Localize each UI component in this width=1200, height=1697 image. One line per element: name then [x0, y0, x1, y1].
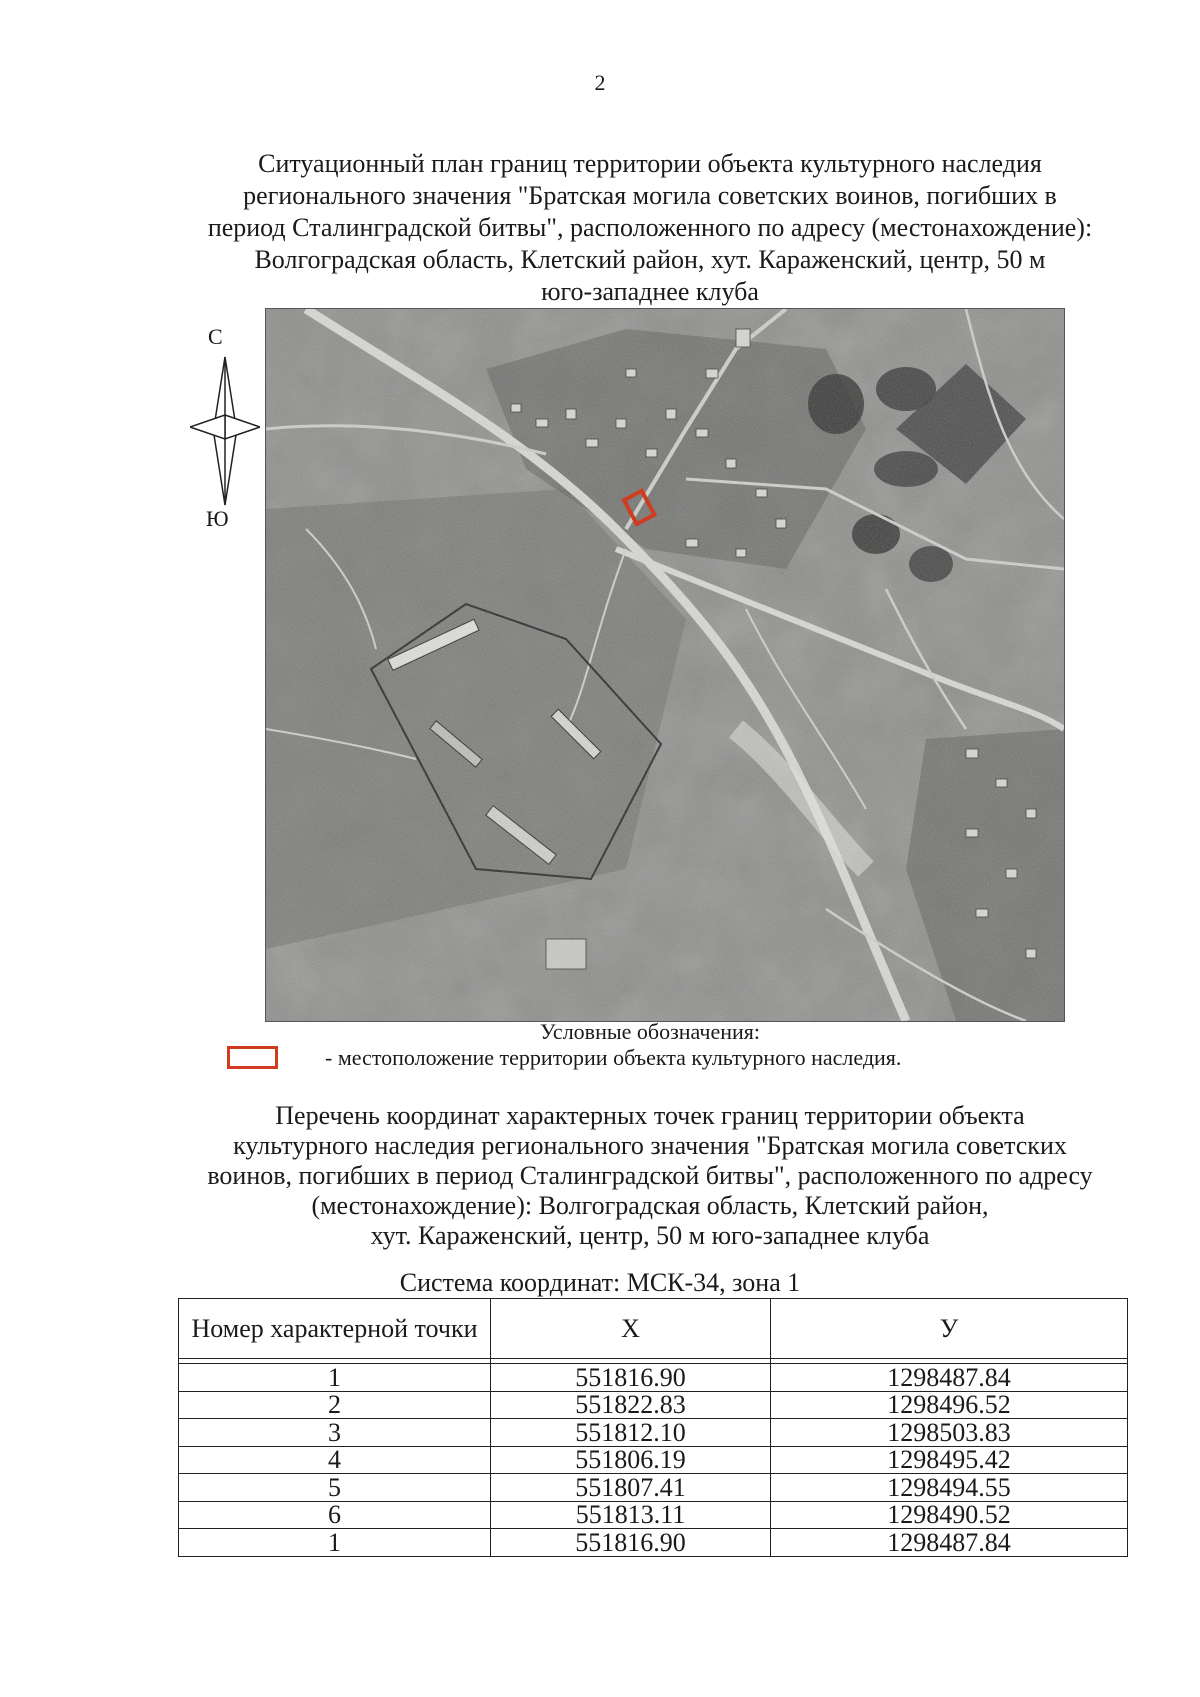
list-title-line: культурного наследия регионального значения "Братская могила советских: [233, 1131, 1067, 1160]
point-x: 551807.41: [491, 1474, 771, 1502]
point-number: 5: [179, 1474, 491, 1502]
compass-icon: [190, 325, 260, 535]
point-x: 551813.11: [491, 1501, 771, 1529]
point-x: 551822.83: [491, 1391, 771, 1419]
plan-title-line: период Сталинградской битвы", расположенного по адресу (местонахождение):: [207, 213, 1093, 242]
plan-title-line: Волгоградская область, Клетский район, хут. Караженский, центр, 50 м: [254, 245, 1046, 274]
table-row: [179, 1474, 1128, 1502]
compass-north-label: С: [208, 324, 223, 349]
point-y: 1298487.84: [771, 1529, 1128, 1557]
point-number: 2: [179, 1391, 491, 1419]
satellite-map: [265, 308, 1065, 1022]
plan-title-line: юго-западнее клуба: [541, 277, 759, 306]
table-row: [179, 1364, 1128, 1392]
list-title-line: хут. Караженский, центр, 50 м юго-западнее клуба: [370, 1221, 930, 1250]
point-x: 551812.10: [491, 1419, 771, 1447]
point-y: 1298495.42: [771, 1446, 1128, 1474]
point-x: 551816.90: [491, 1364, 771, 1392]
point-x: 551816.90: [491, 1529, 771, 1557]
table-header-row: [179, 1299, 1128, 1359]
list-title-line: воинов, погибших в период Сталинградской битвы", расположенного по адресу: [207, 1161, 1093, 1190]
point-number: 6: [179, 1501, 491, 1529]
list-title-line: (местонахождение): Волгоградская область, Клетский район,: [311, 1191, 989, 1220]
table-row: [179, 1501, 1128, 1529]
header-x: X: [491, 1299, 771, 1359]
coordinates-table: [178, 1298, 1128, 1557]
plan-title: [150, 148, 1150, 308]
table-row: [179, 1529, 1128, 1557]
point-y: 1298490.52: [771, 1501, 1128, 1529]
coordinate-system: Система координат: МСК-34, зона 1: [399, 1268, 801, 1297]
point-number: 1: [179, 1529, 491, 1557]
plan-title-line: Ситуационный план границ территории объекта культурного наследия: [258, 149, 1042, 178]
point-y: 1298503.83: [771, 1419, 1128, 1447]
legend-swatch: [227, 1046, 278, 1069]
legend-title: Условные обозначения:: [540, 1019, 761, 1044]
point-y: 1298496.52: [771, 1391, 1128, 1419]
header-point-number: Номер характерной точки: [179, 1299, 491, 1359]
list-title-line: Перечень координат характерных точек границ территории объекта: [275, 1101, 1025, 1130]
table-row: [179, 1446, 1128, 1474]
point-number: 1: [179, 1364, 491, 1392]
plan-title-line: регионального значения "Братская могила советских воинов, погибших в: [243, 181, 1057, 210]
point-y: 1298494.55: [771, 1474, 1128, 1502]
point-x: 551806.19: [491, 1446, 771, 1474]
page-number: 2: [594, 70, 606, 95]
table-row: [179, 1391, 1128, 1419]
compass-south-label: Ю: [206, 506, 229, 531]
header-y: У: [771, 1299, 1128, 1359]
point-number: 3: [179, 1419, 491, 1447]
coordinates-list-title: [150, 1101, 1150, 1251]
point-y: 1298487.84: [771, 1364, 1128, 1392]
table-row: [179, 1419, 1128, 1447]
point-number: 4: [179, 1446, 491, 1474]
legend-item: - местоположение территории объекта культурного наследия.: [325, 1045, 902, 1070]
